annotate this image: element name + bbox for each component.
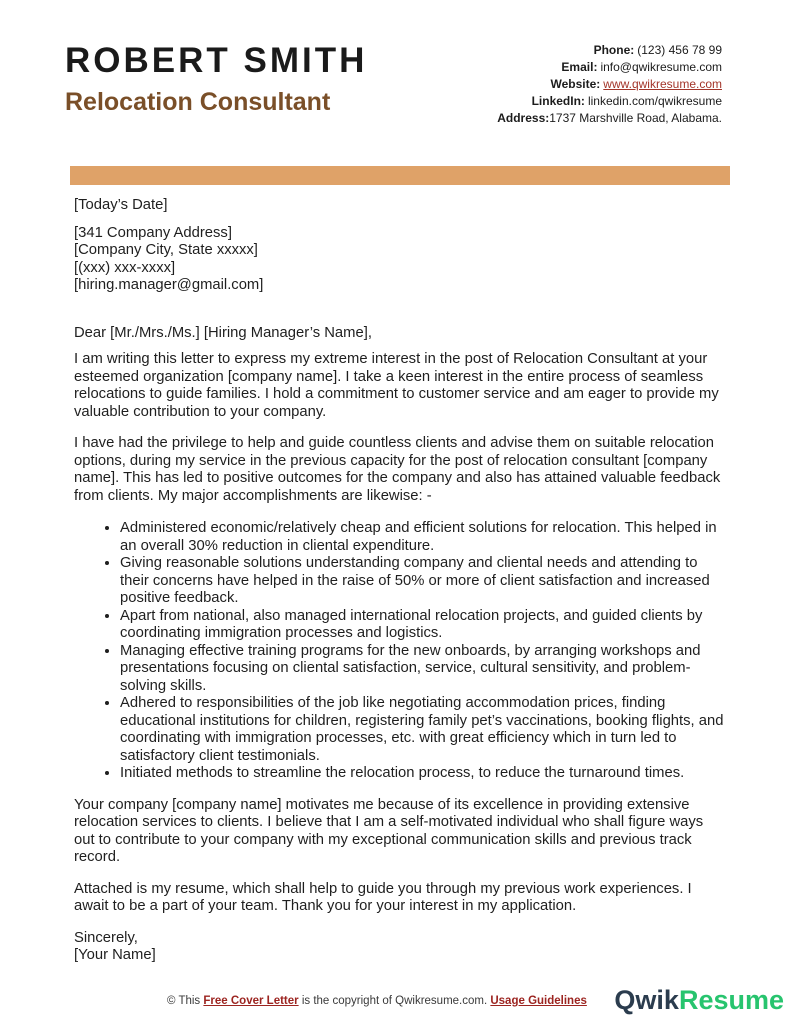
person-job-title: Relocation Consultant: [65, 87, 331, 116]
contact-phone: [497, 42, 722, 59]
website-link[interactable]: www.qwikresume.com: [603, 77, 722, 91]
paragraph-motivation: Your company [company name] motivates me because of its excellence in providing extensive relocation services to clients. I believe that I am a self-motivated individual who shall figure ways out to contribute to your company with my exceptional communication skills and previous track record.: [74, 796, 704, 865]
accent-bar: [70, 166, 730, 185]
contact-website: [497, 76, 722, 93]
signoff-block: [74, 930, 726, 965]
accomplishment-item: • Apart from national, also managed international relocation projects, and guided clients by coordinating immigration processes and logistics.: [120, 608, 726, 643]
free-cover-letter-link[interactable]: Free Cover Letter: [203, 995, 299, 1007]
letter-body: [0, 185, 800, 965]
logo-part-qwik: Qwik: [614, 985, 679, 1015]
website-label: Website:: [550, 77, 601, 91]
logo-part-resume: Resume: [678, 985, 784, 1015]
address-line: [hiring.manager@gmail.com]: [74, 277, 264, 293]
copyright-notice: [167, 995, 587, 1007]
address-value: 1737 Marshville Road, Alabama.: [549, 111, 722, 125]
contact-info: [497, 42, 722, 127]
paragraph-intro: I am writing this letter to express my extreme interest in the post of Relocation Consultant at your esteemed organization [company name]. I take a keen interest in the entire process of seamless relocations to guide families. I hold a commitment to customer service and am eager to provide my valuable contribution to your company.: [74, 351, 719, 420]
phone-value: (123) 456 78 99: [637, 43, 722, 57]
accomplishment-item: • Initiated methods to streamline the relocation process, to reduce the turnaround times.: [120, 765, 726, 783]
signoff-text: Sincerely,: [74, 929, 138, 946]
person-name: ROBERT SMITH: [65, 41, 368, 80]
accomplishments-list: [74, 520, 726, 783]
email-label: Email:: [561, 60, 598, 74]
address-line: [341 Company Address]: [74, 224, 232, 241]
address-label: Address:: [497, 111, 550, 125]
accomplishment-item: • Managing effective training programs for the new onboards, by arranging workshops and presentations focusing on cliental satisfaction, service, cultural sensitivity, and problem-solving skills.: [120, 643, 726, 696]
header: [0, 0, 800, 127]
page-footer: [0, 985, 800, 1035]
accomplishment-item: • Giving reasonable solutions understanding company and cliental needs and attending to their concerns have helped in the raise of 50% or more of client satisfaction and increased positive feedback.: [120, 555, 726, 608]
copyright-middle: is the copyright of Qwikresume.com.: [298, 995, 491, 1007]
copyright-prefix: © This: [167, 995, 204, 1007]
paragraph-experience: I have had the privilege to help and guide countless clients and advise them on suitable relocation options, during my service in the previous capacity for the post of relocation consultant [company name]. This has led to positive outcomes for the company and also has attained valuable feedback from clients. My major accomplishments are likewise: -: [74, 435, 721, 504]
identity-block: [65, 42, 367, 116]
paragraph-resume-attached: Attached is my resume, which shall help to guide you through my previous work experiences. I await to be a part of your team. Thank you for your interest in my application.: [74, 880, 692, 914]
email-value: info@qwikresume.com: [600, 60, 722, 74]
contact-email: [497, 59, 722, 76]
linkedin-value: linkedin.com/qwikresume: [587, 94, 722, 108]
date-placeholder: [Today’s Date]: [74, 197, 168, 213]
address-line: [(xxx) xxx-xxxx]: [74, 259, 176, 276]
phone-label: Phone:: [593, 43, 635, 57]
contact-linkedin: [497, 93, 722, 110]
contact-address: [497, 110, 722, 127]
salutation: Dear [Mr./Mrs./Ms.] [Hiring Manager’s Name],: [74, 324, 372, 341]
accomplishment-item: • Administered economic/relatively cheap and efficient solutions for relocation. This helped in an overall 30% reduction in cliental expenditure.: [120, 520, 726, 555]
address-line: [Company City, State xxxxx]: [74, 242, 258, 258]
signature-placeholder: [Your Name]: [74, 947, 156, 963]
linkedin-label: LinkedIn:: [531, 94, 585, 108]
qwikresume-logo[interactable]: [614, 985, 784, 1016]
usage-guidelines-link[interactable]: Usage Guidelines: [490, 995, 587, 1007]
recipient-address-block: [74, 225, 726, 295]
accomplishment-item: • Adhered to responsibilities of the job like negotiating accommodation prices, finding educational institutions for children, registering family pet’s vaccinations, booking flights, and coordinating with immigration processes, etc. with great efficiency which in turn led to satisfactory client testimonials.: [120, 695, 726, 765]
